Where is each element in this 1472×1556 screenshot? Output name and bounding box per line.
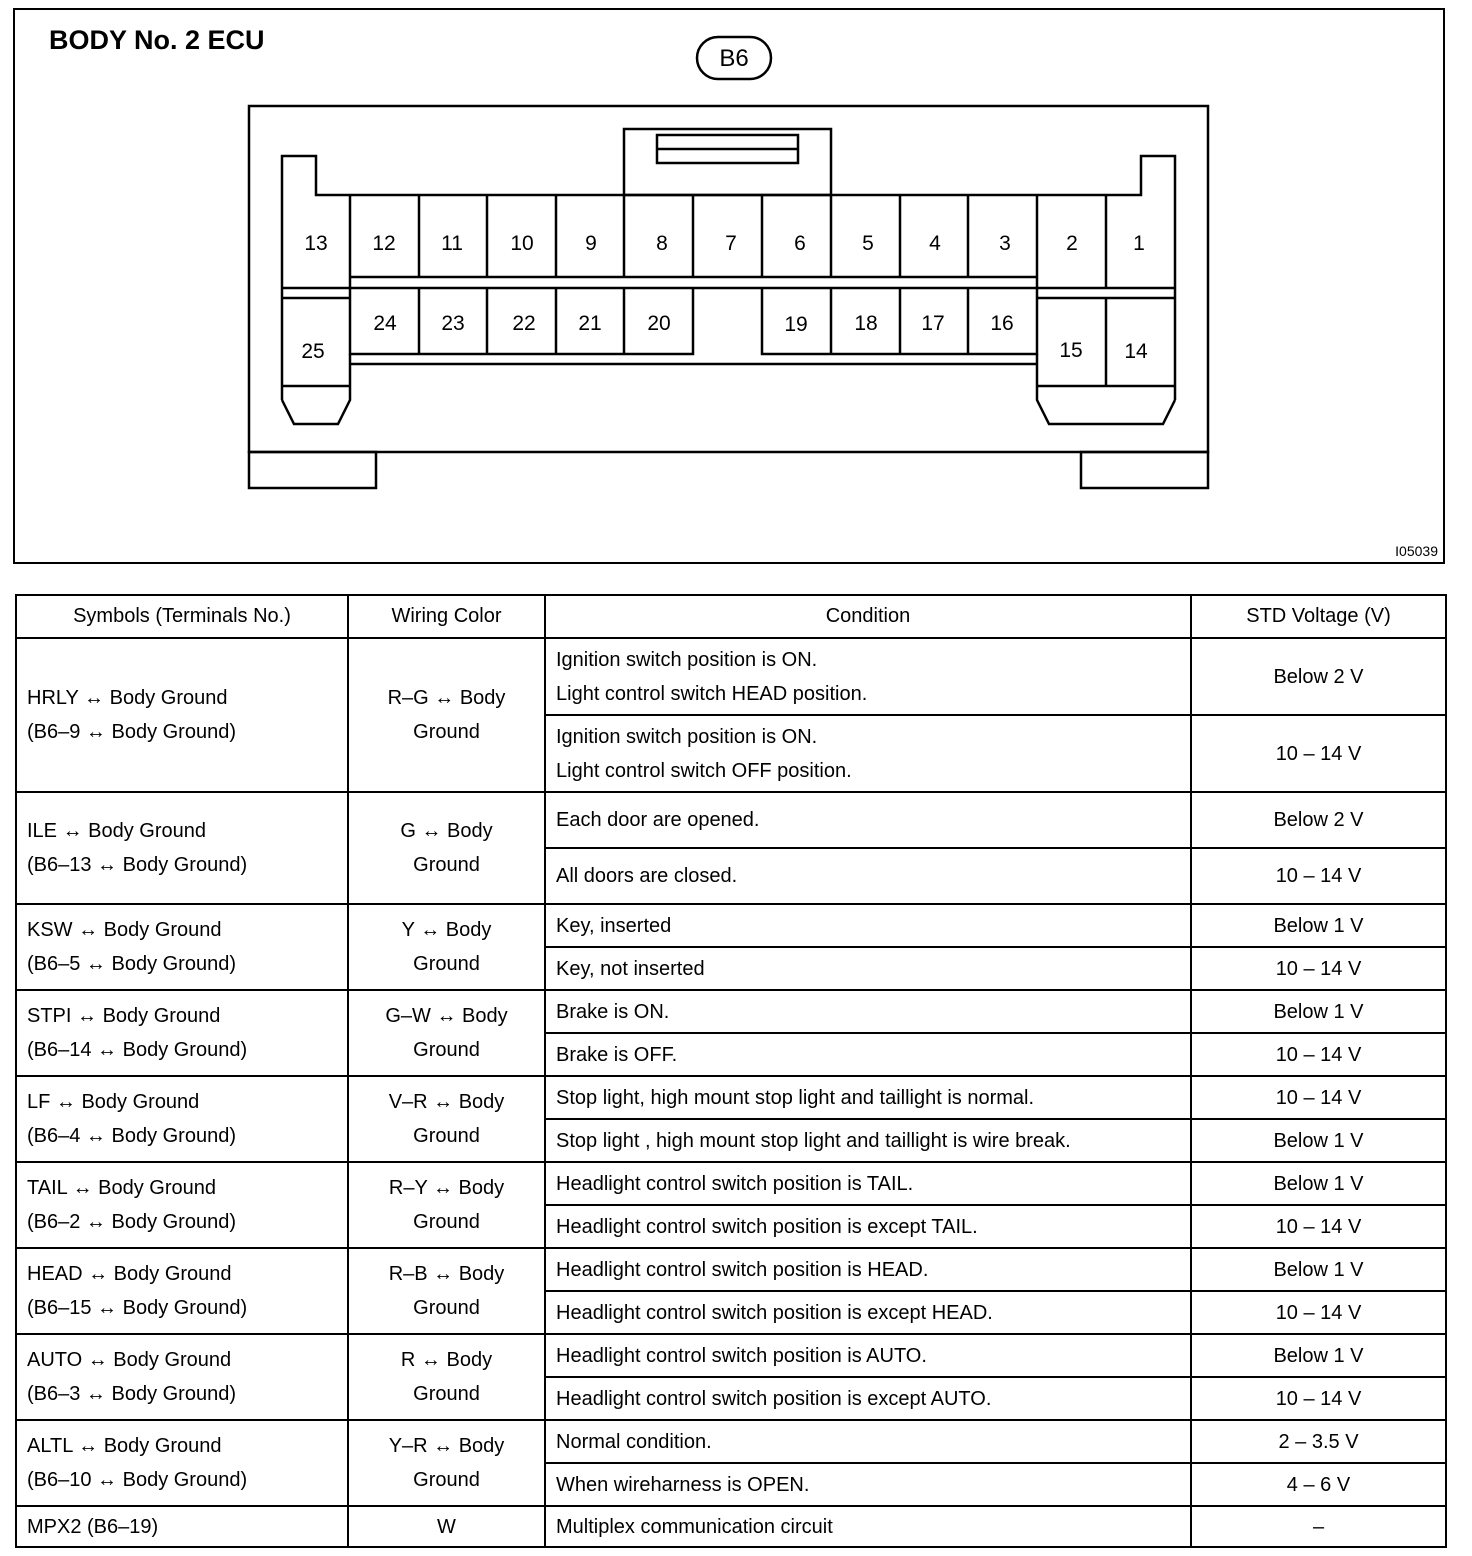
wiring-ground: Ground — [413, 1125, 480, 1147]
wiring-ground: Ground — [413, 1297, 480, 1319]
voltage-cell: 2 – 3.5 V — [1191, 1420, 1446, 1463]
wiring-ground: Ground — [413, 1211, 480, 1233]
wiring-color-cell — [348, 1248, 545, 1334]
wiring-color: G–W ↔ Body — [385, 1005, 508, 1027]
terminal-ref: (B6–15 ↔ Body Ground) — [27, 1297, 248, 1319]
wiring-color: Y ↔ Body — [401, 919, 492, 941]
wiring-ground: Ground — [413, 1469, 480, 1491]
terminal-23: 23 — [441, 312, 465, 335]
symbol-cell — [16, 990, 348, 1076]
voltage-cell: 10 – 14 V — [1191, 1377, 1446, 1420]
symbol-cell — [16, 1162, 348, 1248]
symbol-cell — [16, 792, 348, 904]
symbol-cell — [16, 1334, 348, 1420]
wiring-color-cell — [348, 904, 545, 990]
connector-diagram — [15, 10, 1447, 566]
condition-cell: Normal condition. — [545, 1420, 1191, 1463]
terminal-21: 21 — [578, 312, 602, 335]
symbol-cell — [16, 638, 348, 792]
condition-cell: Headlight control switch position is except HEAD. — [545, 1291, 1191, 1334]
table-row — [16, 1162, 1446, 1205]
voltage-cell: Below 1 V — [1191, 1248, 1446, 1291]
condition-text: Light control switch HEAD position. — [556, 682, 868, 705]
condition-cell: Brake is ON. — [545, 990, 1191, 1033]
connector-label: B6 — [719, 45, 749, 72]
wiring-color-cell — [348, 990, 545, 1076]
wiring-color-cell — [348, 1162, 545, 1248]
voltage-cell: 10 – 14 V — [1191, 848, 1446, 904]
terminal-14: 14 — [1124, 340, 1148, 363]
terminal-1: 1 — [1133, 232, 1145, 255]
condition-cell — [545, 638, 1191, 715]
terminal-3: 3 — [999, 232, 1011, 255]
voltage-cell: Below 2 V — [1191, 638, 1446, 715]
condition-cell: When wireharness is OPEN. — [545, 1463, 1191, 1506]
terminal-10: 10 — [510, 232, 534, 255]
table-row — [16, 904, 1446, 947]
wiring-color: Y–R ↔ Body — [388, 1435, 505, 1457]
wiring-color-cell — [348, 1076, 545, 1162]
voltage-cell: Below 1 V — [1191, 990, 1446, 1033]
wiring-color: R–B ↔ Body — [388, 1263, 505, 1285]
connector-housing — [249, 106, 1208, 488]
connector-diagram-panel — [13, 8, 1445, 564]
header-wiring-color: Wiring Color — [348, 595, 545, 638]
condition-cell: Headlight control switch position is TAIL. — [545, 1162, 1191, 1205]
symbol-name: ALTL ↔ Body Ground — [27, 1435, 222, 1457]
terminal-ref: (B6–5 ↔ Body Ground) — [27, 953, 236, 975]
terminal-20: 20 — [647, 312, 671, 335]
wiring-ground: Ground — [413, 854, 480, 876]
wiring-ground: Ground — [413, 953, 480, 975]
condition-cell — [545, 715, 1191, 792]
terminal-ref: (B6–2 ↔ Body Ground) — [27, 1211, 236, 1233]
wiring-ground: Ground — [413, 1383, 480, 1405]
voltage-cell: 10 – 14 V — [1191, 1205, 1446, 1248]
symbol-name: ILE ↔ Body Ground — [27, 820, 206, 842]
wiring-color-cell: W — [348, 1506, 545, 1547]
condition-cell: Each door are opened. — [545, 792, 1191, 848]
condition-text: Light control switch OFF position. — [556, 759, 852, 782]
condition-cell: Multiplex communication circuit — [545, 1506, 1191, 1547]
figure-id: I05039 — [1395, 543, 1438, 559]
terminal-13: 13 — [304, 232, 328, 255]
header-condition: Condition — [545, 595, 1191, 638]
terminal-24: 24 — [373, 312, 397, 335]
wiring-ground: Ground — [413, 1039, 480, 1061]
wiring-color: R–G ↔ Body — [387, 687, 506, 709]
wiring-color: V–R ↔ Body — [388, 1091, 505, 1113]
terminal-9: 9 — [585, 232, 597, 255]
wiring-color-cell — [348, 638, 545, 792]
voltage-cell: 4 – 6 V — [1191, 1463, 1446, 1506]
condition-cell: Key, inserted — [545, 904, 1191, 947]
terminal-11: 11 — [441, 232, 463, 255]
terminal-17: 17 — [921, 312, 945, 335]
terminal-labels — [301, 232, 1148, 363]
diagram-title: BODY No. 2 ECU — [49, 25, 265, 55]
symbol-name: TAIL ↔ Body Ground — [27, 1177, 216, 1199]
terminal-15: 15 — [1059, 339, 1083, 362]
symbol-cell: MPX2 (B6–19) — [16, 1506, 348, 1547]
header-std-voltage: STD Voltage (V) — [1191, 595, 1446, 638]
terminal-16: 16 — [990, 312, 1014, 335]
voltage-cell: Below 1 V — [1191, 1162, 1446, 1205]
condition-cell: Headlight control switch position is except AUTO. — [545, 1377, 1191, 1420]
table-row — [16, 638, 1446, 715]
wiring-color: R–Y ↔ Body — [388, 1177, 505, 1199]
terminal-voltage-table — [15, 594, 1447, 1548]
wiring-color: G ↔ Body — [400, 820, 493, 842]
condition-cell: Key, not inserted — [545, 947, 1191, 990]
condition-cell: Headlight control switch position is AUTO. — [545, 1334, 1191, 1377]
table-row — [16, 1248, 1446, 1291]
terminal-ref: (B6–3 ↔ Body Ground) — [27, 1383, 236, 1405]
terminal-2: 2 — [1066, 232, 1078, 255]
wiring-ground: Ground — [413, 721, 480, 743]
terminal-5: 5 — [862, 232, 874, 255]
table-row — [16, 1506, 1446, 1547]
header-symbols: Symbols (Terminals No.) — [16, 595, 348, 638]
symbol-cell — [16, 904, 348, 990]
wiring-color: R ↔ Body — [400, 1349, 493, 1371]
condition-cell: Brake is OFF. — [545, 1033, 1191, 1076]
terminal-8: 8 — [656, 232, 668, 255]
terminal-25: 25 — [301, 340, 325, 363]
table-row — [16, 1334, 1446, 1377]
voltage-cell: Below 1 V — [1191, 1119, 1446, 1162]
symbol-name: STPI ↔ Body Ground — [27, 1005, 221, 1027]
table-row — [16, 792, 1446, 848]
table-header-row — [16, 595, 1446, 638]
symbol-name: HEAD ↔ Body Ground — [27, 1263, 232, 1285]
terminal-ref: (B6–9 ↔ Body Ground) — [27, 721, 236, 743]
condition-text: Ignition switch position is ON. — [556, 725, 818, 748]
terminal-22: 22 — [512, 312, 536, 335]
terminal-7: 7 — [725, 232, 737, 255]
symbol-name: LF ↔ Body Ground — [27, 1091, 200, 1113]
symbol-cell — [16, 1076, 348, 1162]
terminal-ref: (B6–13 ↔ Body Ground) — [27, 854, 248, 876]
condition-cell: Headlight control switch position is HEAD. — [545, 1248, 1191, 1291]
symbol-name: KSW ↔ Body Ground — [27, 919, 222, 941]
wiring-color-cell — [348, 792, 545, 904]
terminal-6: 6 — [794, 232, 806, 255]
voltage-cell: 10 – 14 V — [1191, 1076, 1446, 1119]
condition-text: Ignition switch position is ON. — [556, 648, 818, 671]
condition-cell: Headlight control switch position is except TAIL. — [545, 1205, 1191, 1248]
symbol-name: AUTO ↔ Body Ground — [27, 1349, 232, 1371]
voltage-cell: – — [1191, 1506, 1446, 1547]
terminal-19: 19 — [784, 313, 808, 336]
terminal-12: 12 — [372, 232, 396, 255]
condition-cell: Stop light , high mount stop light and taillight is wire break. — [545, 1119, 1191, 1162]
terminal-ref: (B6–4 ↔ Body Ground) — [27, 1125, 236, 1147]
terminal-18: 18 — [854, 312, 878, 335]
wiring-color-cell — [348, 1334, 545, 1420]
table-row — [16, 990, 1446, 1033]
table-row — [16, 1420, 1446, 1463]
terminal-ref: (B6–14 ↔ Body Ground) — [27, 1039, 248, 1061]
voltage-cell: Below 1 V — [1191, 904, 1446, 947]
voltage-cell: 10 – 14 V — [1191, 1033, 1446, 1076]
condition-cell: Stop light, high mount stop light and taillight is normal. — [545, 1076, 1191, 1119]
wiring-color-cell — [348, 1420, 545, 1506]
terminal-ref: (B6–10 ↔ Body Ground) — [27, 1469, 248, 1491]
voltage-cell: Below 2 V — [1191, 792, 1446, 848]
terminal-4: 4 — [929, 232, 941, 255]
voltage-cell: 10 – 14 V — [1191, 947, 1446, 990]
table-row — [16, 1076, 1446, 1119]
symbol-name: HRLY ↔ Body Ground — [27, 687, 228, 709]
symbol-cell — [16, 1420, 348, 1506]
symbol-cell — [16, 1248, 348, 1334]
voltage-cell: 10 – 14 V — [1191, 1291, 1446, 1334]
voltage-cell: Below 1 V — [1191, 1334, 1446, 1377]
condition-cell: All doors are closed. — [545, 848, 1191, 904]
voltage-cell: 10 – 14 V — [1191, 715, 1446, 792]
